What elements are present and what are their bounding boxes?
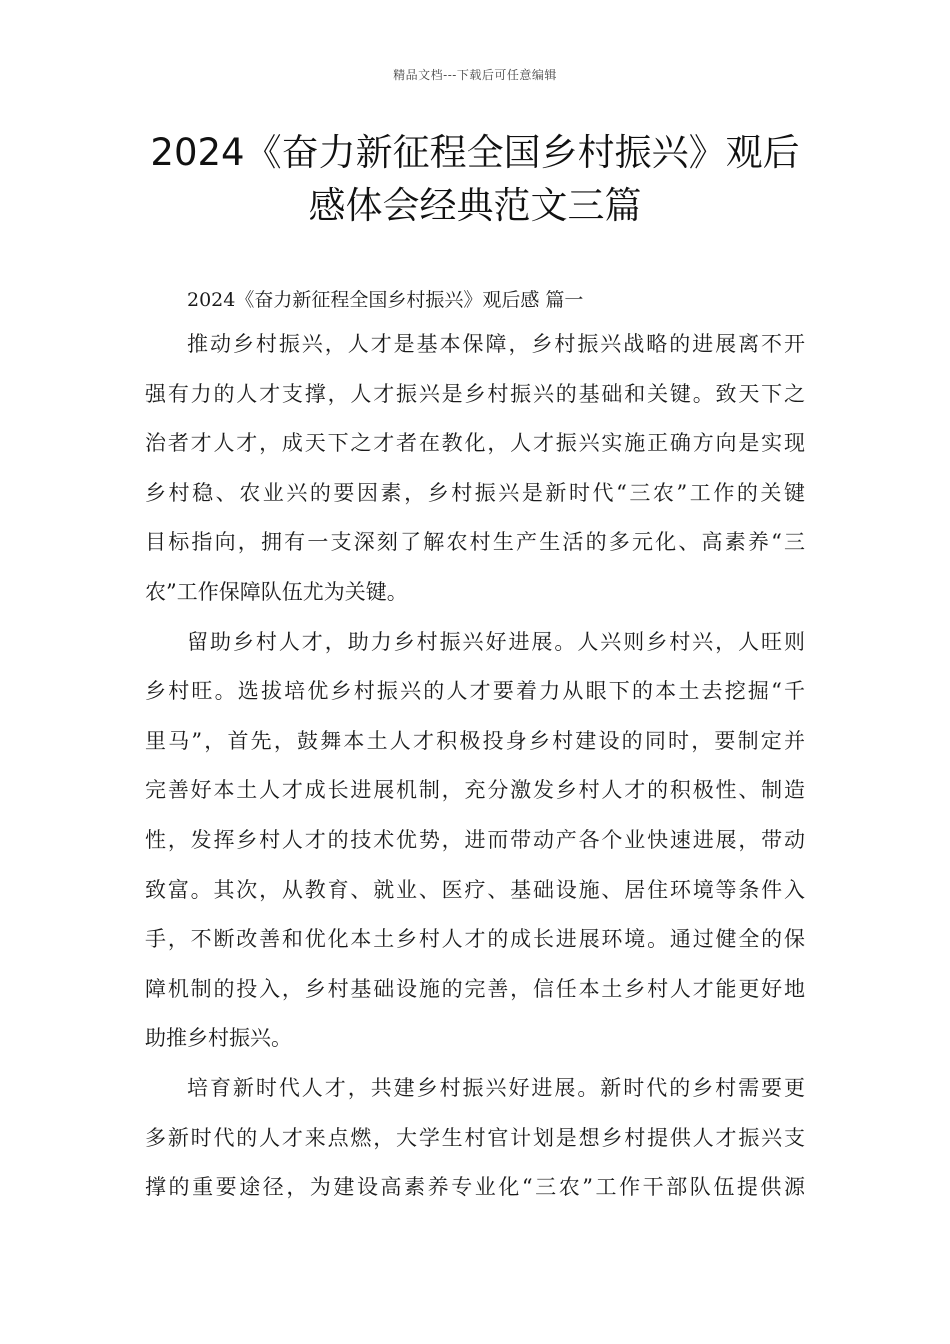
paragraph-line: 乡村旺。选拔培优乡村振兴的人才要着力从眼下的本土去挖掘“千 xyxy=(145,679,805,704)
paragraph-line: 强有力的人才支撑，人才振兴是乡村振兴的基础和关键。致天下之 xyxy=(145,381,805,406)
paragraph-line: 农”工作保障队伍尤为关键。 xyxy=(145,579,408,604)
paragraph-line: 手，不断改善和优化本土乡村人才的成长进展环境。通过健全的保 xyxy=(145,927,805,952)
paragraph-line: 多新时代的人才来点燃，大学生村官计划是想乡村提供人才振兴支 xyxy=(145,1125,805,1150)
paragraph-line: 留助乡村人才，助力乡村振兴好进展。人兴则乡村兴，人旺则 xyxy=(187,629,805,654)
page-title-line-2: 感体会经典范文三篇 xyxy=(308,184,642,227)
page-title-line-1: 2024《奋力新征程全国乡村振兴》观后 xyxy=(150,131,800,174)
paragraph-line: 致富。其次，从教育、就业、医疗、基础设施、居住环境等条件入 xyxy=(145,877,805,902)
paragraph-line: 完善好本土人才成长进展机制，充分激发乡村人才的积极性、制造 xyxy=(145,778,805,803)
page-title xyxy=(110,126,840,232)
header-note: 精品文档---下载后可任意编辑 xyxy=(393,68,557,82)
paragraph-line: 推动乡村振兴，人才是基本保障，乡村振兴战略的进展离不开 xyxy=(187,332,805,356)
paragraph-line: 障机制的投入，乡村基础设施的完善，信任本土乡村人才能更好地 xyxy=(145,976,805,1001)
section-heading: 2024《奋力新征程全国乡村振兴》观后感 篇一 xyxy=(187,289,584,311)
paragraph-list xyxy=(145,320,805,1213)
document-body xyxy=(145,280,805,1213)
paragraph-line: 助推乡村振兴。 xyxy=(145,1026,292,1051)
paragraph xyxy=(145,1064,805,1213)
paragraph-line: 培育新时代人才，共建乡村振兴好进展。新时代的乡村需要更 xyxy=(187,1075,805,1100)
paragraph-line: 目标指向，拥有一支深刻了解农村生产生活的多元化、高素养“三 xyxy=(145,530,805,555)
paragraph-line: 撑的重要途径，为建设高素养专业化“三农”工作干部队伍提供源 xyxy=(145,1175,805,1200)
paragraph-line: 乡村稳、农业兴的要因素，乡村振兴是新时代“三农”工作的关键 xyxy=(145,480,805,505)
paragraph xyxy=(145,618,805,1064)
paragraph-line: 治者才人才，成天下之才者在教化，人才振兴实施正确方向是实现 xyxy=(145,431,805,456)
paragraph-line: 性，发挥乡村人才的技术优势，进而带动产各个业快速进展，带动 xyxy=(145,827,805,852)
paragraph xyxy=(145,320,805,618)
paragraph-line: 里马”，首先，鼓舞本土人才积极投身乡村建设的同时，要制定并 xyxy=(145,728,805,753)
